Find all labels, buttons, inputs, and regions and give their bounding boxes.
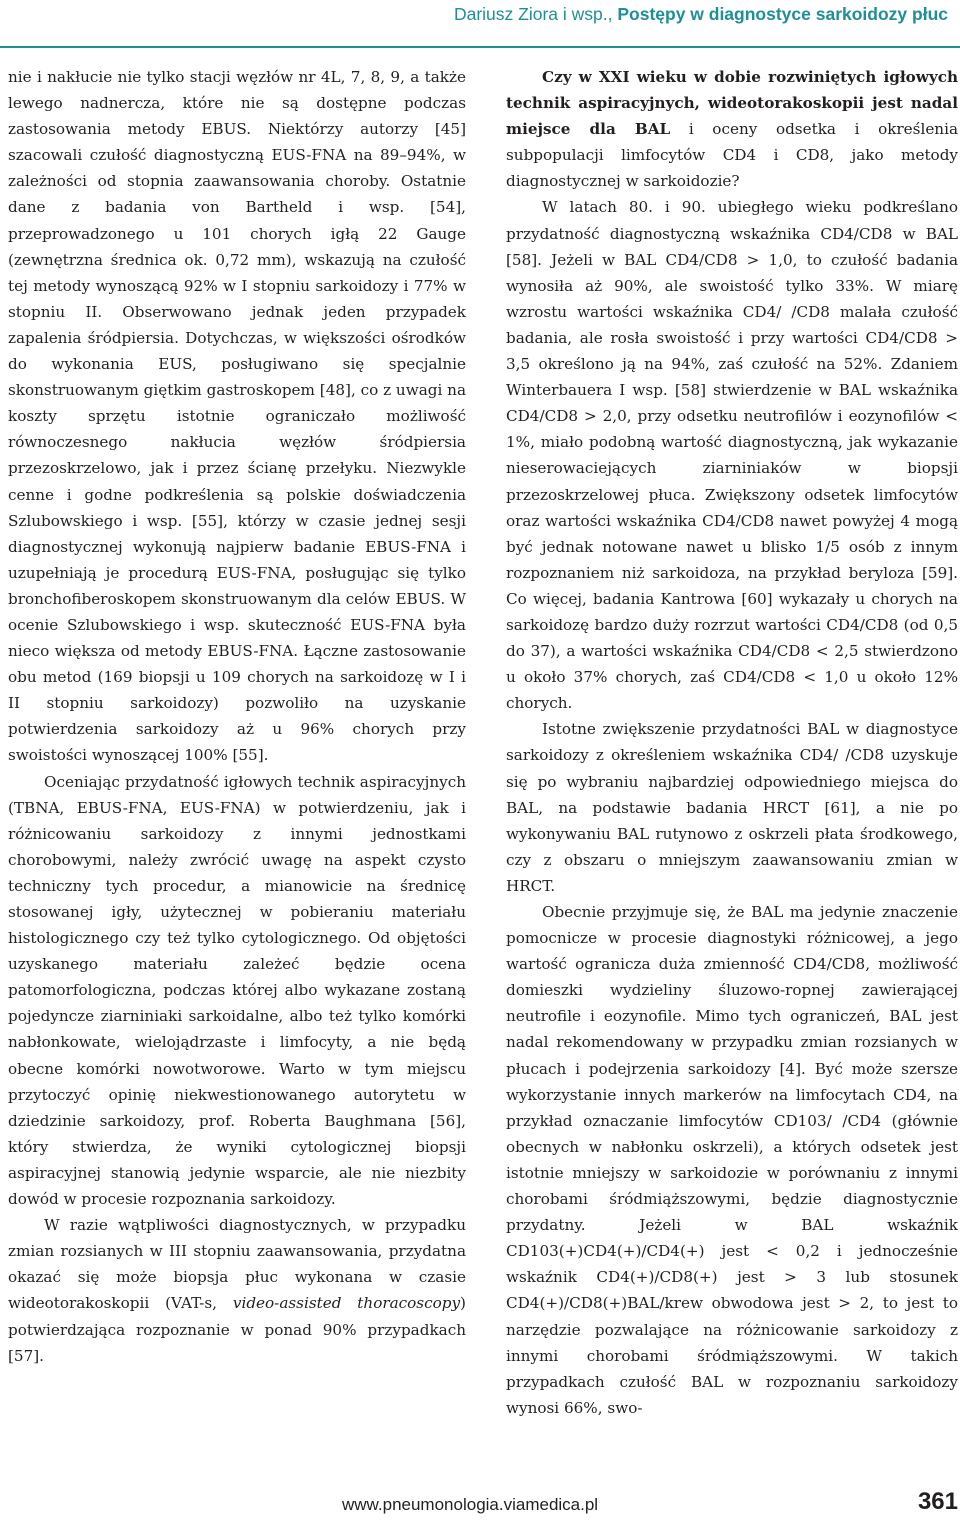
section-question-bold: Czy w XXI wieku w dobie rozwiniętych igłowych technik aspiracyjnych, wideotorakoskopii jest nadal miejsce dla BAL: [506, 68, 958, 139]
right-column: [506, 64, 958, 1421]
left-paragraph-3-part-b: ) potwierdzająca rozpoznanie w ponad 90% przypadkach [57].: [8, 1294, 466, 1365]
left-paragraph-1: nie i nakłucie nie tylko stacji węzłów nr 4L, 7, 8, 9, a także lewego nadnercza, które nie są dostępne podczas zastosowania metody EBUS. Niektórzy autorzy [45] szacowali czułość diagnostyczną EUS-FNA na 89–94%, w zależności od stopnia zaawansowania choroby. Ostatnie dane z badania von Bartheld i wsp. [54], przeprowadzonego u 101 chorych igłą 22 Gauge (zewnętrzna średnica ok. 0,72 mm), wskazują na czułość tej metody wynoszącą 92% w I stopniu sarkoidozy i 77% w stopniu II. Obserwowano jednak jeden przypadek zapalenia śródpiersia. Dotychczas, w większości ośrodków do wykonania EUS, posługiwano się specjalnie skonstruowanym giętkim gastroskopem [48], co z uwagi na koszty sprzętu istotnie ograniczało możliwość równoczesnego nakłucia węzłów śródpiersia przezoskrzelowo, jak i przez ścianę przełyku. Niezwykle cenne i godne podkreślenia są polskie doświadczenia Szlubowskiego i wsp. [55], którzy w czasie jednej sesji diagnostycznej wykonują najpierw badanie EBUS-FNA i uzupełniają je procedurą EUS-FNA, posługując się tylko bronchofiberoskopem skonstruowanym dla celów EBUS. W ocenie Szlubowskiego i wsp. skuteczność EUS-FNA była nieco większa od metody EBUS-FNA. Łączne zastosowanie obu metod (169 biopsji u 109 chorych na sarkoidozę w I i II stopniu sarkoidozy) pozwoliło na uzyskanie potwierdzenia sarkoidozy aż u 96% chorych przy swoistości wynoszącej 100% [55].: [8, 68, 466, 765]
right-paragraph-3: Obecnie przyjmuje się, że BAL ma jedynie znaczenie pomocnicze w procesie diagnostyki różnicowej, a jego wartość ogranicza duża zmienność CD4/CD8, możliwość domieszki wydzieliny śluzowo-ropnej zawierającej neutrofile i eozynofile. Mimo tych ograniczeń, BAL jest nadal rekomendowany w przypadku zmian rozsianych w płucach i podejrzenia sarkoidozy [4]. Być może szersze wykorzystanie innych markerów na limfocytach CD4, na przykład oznaczanie limfocytów CD103/ /CD4 (głównie obecnych w nabłonku oskrzeli), a których odsetek jest istotnie mniejszy w sarkoidozie w porównaniu z innymi chorobami śródmiąższowymi, będzie diagnostycznie przydatny. Jeżeli w BAL wskaźnik CD103(+)CD4(+)/CD4(+) jest < 0,2 i jednocześnie wskaźnik CD4(+)/CD8(+) jest > 3 lub stosunek CD4(+)/CD8(+)BAL/krew obwodowa jest > 2, to jest to narzędzie pozwalające na różnicowanie sarkoidozy z innymi chorobami śródmiąższowymi. W takich przypadkach czułość BAL w rozpoznaniu sarkoidozy wynosi 66%, swo-: [506, 903, 958, 1417]
running-header: [0, 0, 960, 46]
header-authors: Dariusz Ziora i wsp.: [453, 4, 608, 24]
header-rule: [0, 46, 960, 48]
footer-url: www.pneumonologia.viamedica.pl: [342, 1495, 599, 1514]
page-number: 361: [917, 1488, 958, 1515]
left-paragraph-3-part-a: W razie wątpliwości diagnostycznych, w przypadku zmian rozsianych w III stopniu zaawansowania, przydatna okazać się może biopsja płuc wykonana w czasie wideotorakoskopii (VAT-s,: [8, 1216, 466, 1313]
section-question-rest: i oceny odsetka i określenia subpopulacji limfocytów CD4 i CD8, jako metody diagnostycznej w sarkoidozie?: [506, 120, 959, 191]
running-header-text: [454, 4, 948, 25]
section-question: [506, 64, 958, 194]
left-paragraph-2: Oceniając przydatność igłowych technik aspiracyjnych (TBNA, EBUS-FNA, EUS-FNA) w potwierdzeniu, jak i różnicowaniu sarkoidozy z innymi jednostkami chorobowymi, należy zwrócić uwagę na aspekt czysto techniczny tych procedur, a mianowicie na średnicę stosowanej igły, użytecznej w pobieraniu materiału histologicznego czy też tylko cytologicznego. Od objętości uzyskanego materiału zależeć będzie ocena patomorfologiczna, podczas której albo wykazane zostaną pojedyncze ziarniniaki sarkoidalne, albo też tylko komórki nabłonkowate, wielojądrzaste i limfocyty, a nie będą obecne komórki nowotworowe. Warto w tym miejscu przytoczyć opinię niekwestionowanego autorytetu w dziedzinie sarkoidozy, prof. Roberta Baughmana [56], który stwierdza, że wyniki cytologicznej biopsji aspiracyjnej stanowią jedynie wsparcie, ale nie niezbity dowód w procesie rozpoznania sarkoidozy.: [8, 772, 466, 1209]
left-paragraph-3: [8, 1212, 466, 1369]
right-paragraph-1: W latach 80. i 90. ubiegłego wieku podkreślano przydatność diagnostyczną wskaźnika CD4/CD8 w BAL [58]. Jeżeli w BAL CD4/CD8 > 1,0, to czułość badania wynosiła aż 90%, ale swoistość tylko 33%. W miarę wzrostu wartości wskaźnika CD4/ /CD8 malała czułość badania, ale rosła swoistość i przy wartości CD4/CD8 > 3,5 określono ją na 94%, zaś czułość na 52%. Zdaniem Winterbauera I wsp. [58] stwierdzenie w BAL wskaźnika CD4/CD8 > 2,0, przy odsetku neutrofilów i eozynofilów < 1%, miało podobną wartość diagnostyczną, jak wykazanie nieserowaciejących ziarniniaków w biopsji przezoskrzelowej płuca. Zwiększony odsetek limfocytów oraz wartości wskaźnika CD4/CD8 nawet powyżej 4 mogą być jednak notowane nawet u blisko 1/5 osób z innym rozpoznaniem niż sarkoidoza, na przykład beryloza [59]. Co więcej, badania Kantrowa [60] wykazały u chorych na sarkoidozę bardzo duży rozrzut wartości CD4/CD8 (od 0,5 do 37), a wartości wskaźnika CD4/CD8 < 2,5 stwierdzono u około 37% chorych, zaś CD4/CD8 < 1,0 u około 12% chorych.: [506, 198, 958, 713]
header-separator: ,: [607, 4, 618, 24]
header-title: Postępy w diagnostyce sarkoidozy płuc: [617, 4, 948, 24]
left-paragraph-3-italic: video-assisted thoracoscopy: [232, 1294, 461, 1313]
right-paragraph-2: Istotne zwiększenie przydatności BAL w diagnostyce sarkoidozy z określeniem wskaźnika CD4/ /CD8 uzyskuje się po wybraniu najbardziej odpowiedniego miejsca do BAL, na podstawie badania HRCT [61], a nie po wykonywaniu BAL rutynowo z oskrzeli płata środkowego, czy z obszaru o mniejszym zaawansowaniu zmian w HRCT.: [506, 720, 958, 895]
left-column: [8, 64, 466, 1369]
